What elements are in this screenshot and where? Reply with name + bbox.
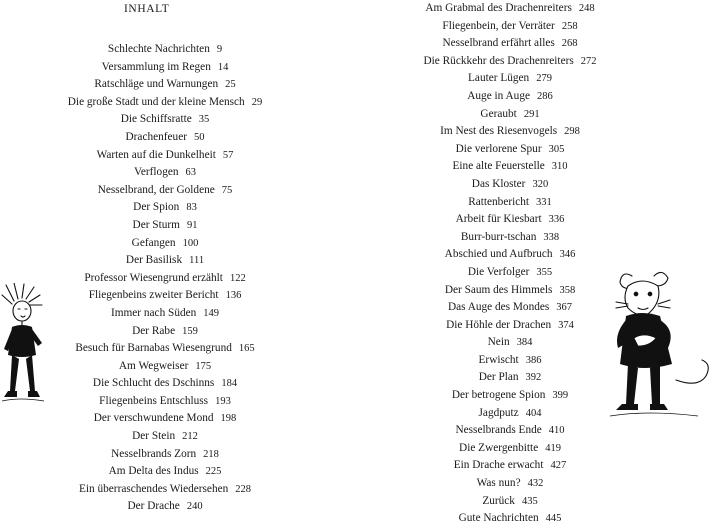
- toc-entry-title: Arbeit für Kiesbart: [455, 213, 542, 226]
- toc-entry-page-number: 432: [527, 478, 544, 490]
- toc-entry-page-number: 331: [536, 196, 552, 208]
- toc-entry-title: Burr-burr-tschan: [460, 230, 537, 243]
- toc-entry: [0, 76, 330, 94]
- toc-entry: [0, 199, 330, 217]
- toc-entry: [360, 35, 660, 53]
- toc-entry-title: Versammlung im Regen: [101, 60, 211, 73]
- toc-entry-page-number: 35: [198, 114, 210, 126]
- toc-entry-title: Gute Nachrichten: [458, 512, 539, 525]
- toc-entry-title: Der Saum des Himmels: [444, 283, 553, 296]
- toc-entry: [0, 59, 330, 77]
- toc-entry-title: Der verschwundene Mond: [93, 412, 214, 425]
- toc-entry: [360, 123, 660, 141]
- toc-entry-title: Erwischt: [478, 353, 519, 366]
- toc-entry-page-number: 268: [561, 38, 578, 50]
- toc-entry-page-number: 404: [525, 407, 542, 419]
- toc-entry-title: Der betrogene Spion: [451, 389, 546, 402]
- toc-entry: [0, 252, 330, 270]
- toc-entry-title: Professor Wiesengrund erzählt: [84, 271, 223, 284]
- toc-entry: [0, 182, 330, 200]
- toc-entry-page-number: 286: [537, 90, 553, 102]
- toc-entry-page-number: 149: [203, 307, 220, 319]
- toc-entry-page-number: 279: [536, 73, 552, 85]
- toc-entry-page-number: 386: [525, 354, 542, 366]
- toc-entry-page-number: 198: [220, 413, 237, 425]
- toc-entry-title: Die große Stadt und der kleine Mensch: [67, 95, 245, 108]
- contents-heading: INHALT: [124, 3, 170, 15]
- toc-entry-title: Auge in Auge: [467, 89, 530, 102]
- toc-entry-title: Im Nest des Riesenvogels: [440, 125, 558, 138]
- toc-entry-page-number: 25: [225, 79, 236, 91]
- toc-entry: [0, 217, 330, 235]
- toc-entry: [0, 111, 330, 129]
- toc-entry-title: Fliegenbein, der Verräter: [442, 19, 555, 32]
- toc-entry: [360, 422, 660, 440]
- toc-entry-title: Besuch für Barnabas Wiesengrund: [75, 342, 232, 355]
- toc-entry-page-number: 212: [182, 431, 198, 443]
- toc-entry-page-number: 419: [545, 442, 561, 454]
- toc-list-right: [360, 0, 660, 528]
- toc-entry: [360, 510, 660, 528]
- toc-entry: [0, 235, 330, 253]
- toc-entry-title: Jagdputz: [478, 406, 519, 419]
- toc-entry-page-number: 445: [545, 513, 562, 525]
- toc-entry-page-number: 410: [548, 425, 565, 437]
- toc-entry-page-number: 175: [195, 360, 212, 372]
- toc-entry-title: Nesselbrands Zorn: [111, 447, 197, 460]
- toc-entry: [0, 428, 330, 446]
- toc-entry-title: Immer nach Süden: [110, 306, 197, 319]
- toc-entry-page-number: 392: [525, 372, 542, 384]
- toc-entry-page-number: 136: [225, 290, 242, 302]
- toc-entry-page-number: 83: [186, 202, 197, 214]
- rat-in-coat-illustration: [598, 268, 716, 420]
- toc-entry-page-number: 310: [551, 161, 568, 173]
- toc-entry-title: Nesselbrand erfährt alles: [442, 37, 555, 50]
- toc-entry-page-number: 336: [548, 214, 565, 226]
- toc-entry-title: Gefangen: [131, 236, 176, 249]
- toc-entry-title: Eine alte Feuerstelle: [452, 160, 545, 173]
- toc-entry-title: Was nun?: [476, 477, 521, 490]
- toc-entry-page-number: 159: [182, 325, 198, 337]
- toc-entry-title: Drachenfeuer: [125, 130, 187, 143]
- toc-entry: [360, 211, 660, 229]
- toc-entry-page-number: 193: [215, 395, 231, 407]
- toc-entry-title: Fliegenbeins Entschluss: [99, 394, 209, 407]
- toc-entry-page-number: 29: [251, 96, 263, 108]
- toc-entry-page-number: 272: [580, 55, 597, 67]
- toc-entry-page-number: 63: [185, 167, 197, 179]
- toc-entry: [360, 229, 660, 247]
- toc-entry: [0, 481, 330, 499]
- toc-entry-title: Die Höhle der Drachen: [446, 318, 552, 331]
- toc-entry: [360, 141, 660, 159]
- toc-entry: [0, 164, 330, 182]
- toc-entry-title: Die Zwergenbitte: [459, 441, 539, 454]
- toc-entry-page-number: 367: [556, 302, 573, 314]
- toc-entry-title: Das Kloster: [471, 177, 526, 190]
- toc-entry-page-number: 399: [552, 390, 569, 402]
- toc-entry: [360, 440, 660, 458]
- toc-entry-page-number: 218: [203, 448, 219, 460]
- toc-entry-page-number: 338: [543, 231, 560, 243]
- toc-entry: [360, 18, 660, 36]
- toc-entry-page-number: 358: [559, 284, 576, 296]
- toc-entry-title: Warten auf die Dunkelheit: [96, 148, 216, 161]
- toc-entry-title: Ratschläge und Warnungen: [94, 78, 219, 91]
- toc-entry-title: Das Auge des Mondes: [447, 301, 550, 314]
- toc-entry-title: Die Schlucht des Dschinns: [92, 377, 215, 390]
- toc-entry-title: Der Drache: [127, 500, 180, 513]
- toc-entry-page-number: 355: [536, 266, 553, 278]
- toc-entry-title: Am Grabmal des Drachenreiters: [425, 2, 572, 14]
- boy-with-spiky-hair-illustration: [0, 283, 60, 423]
- toc-entry: [0, 446, 330, 464]
- toc-entry-page-number: 184: [221, 378, 238, 390]
- toc-entry: [360, 246, 660, 264]
- toc-entry-title: Ein überraschendes Wiedersehen: [78, 482, 229, 495]
- toc-entry-page-number: 320: [532, 178, 549, 190]
- toc-entry-page-number: 165: [238, 343, 255, 355]
- toc-list-left: [0, 41, 330, 516]
- toc-entry-page-number: 228: [235, 483, 252, 495]
- toc-entry: [0, 147, 330, 165]
- toc-entry-page-number: 258: [561, 20, 578, 32]
- toc-entry-page-number: 291: [523, 108, 540, 120]
- toc-entry-title: Schlechte Nachrichten: [107, 43, 210, 55]
- toc-entry-title: Fliegenbeins zweiter Bericht: [88, 289, 219, 302]
- toc-entry-page-number: 14: [217, 61, 229, 73]
- toc-entry-title: Geraubt: [480, 107, 517, 120]
- toc-entry-page-number: 9: [216, 44, 223, 55]
- toc-entry-title: Lauter Lügen: [468, 72, 530, 85]
- toc-entry-page-number: 75: [221, 184, 233, 196]
- toc-entry-title: Nein: [487, 336, 510, 349]
- toc-entry-page-number: 346: [559, 249, 576, 261]
- toc-entry: [360, 194, 660, 212]
- toc-entry: [360, 53, 660, 71]
- toc-entry: [360, 475, 660, 493]
- toc-entry-title: Der Spion: [133, 201, 180, 214]
- toc-entry-page-number: 384: [516, 337, 533, 349]
- toc-entry-title: Die Verfolger: [467, 265, 530, 278]
- toc-entry: [360, 176, 660, 194]
- toc-entry-title: Der Sturm: [132, 218, 180, 231]
- toc-entry-page-number: 248: [578, 3, 595, 14]
- toc-entry-title: Ein Drache erwacht: [453, 459, 544, 472]
- toc-entry-title: Abschied und Aufbruch: [444, 248, 553, 261]
- toc-entry-title: Rattenbericht: [468, 195, 530, 208]
- toc-entry: [0, 463, 330, 481]
- toc-entry-page-number: 122: [229, 272, 246, 284]
- toc-entry-title: Die Schiffsratte: [120, 113, 192, 126]
- toc-entry-page-number: 57: [222, 149, 234, 161]
- toc-entry-title: Am Wegweiser: [118, 359, 189, 372]
- toc-entry-title: Am Delta des Indus: [108, 465, 199, 478]
- toc-entry-page-number: 435: [521, 495, 538, 507]
- toc-entry-page-number: 50: [193, 131, 205, 143]
- toc-entry: [0, 94, 330, 112]
- toc-entry: [360, 0, 660, 18]
- toc-entry: [360, 88, 660, 106]
- toc-entry-title: Zurück: [482, 494, 515, 507]
- toc-entry-page-number: 298: [564, 126, 580, 138]
- toc-entry: [360, 106, 660, 124]
- toc-entry: [360, 70, 660, 88]
- toc-entry: [360, 457, 660, 475]
- toc-entry: [0, 129, 330, 147]
- toc-entry: [0, 498, 330, 516]
- toc-entry: [360, 493, 660, 511]
- toc-entry: [0, 41, 330, 59]
- toc-entry-title: Nesselbrands Ende: [455, 424, 542, 437]
- toc-entry-title: Der Plan: [478, 371, 519, 384]
- toc-entry-page-number: 374: [558, 319, 574, 331]
- toc-entry-title: Die verlorene Spur: [455, 142, 542, 155]
- toc-entry-title: Nesselbrand, der Goldene: [97, 183, 215, 196]
- toc-entry-page-number: 225: [205, 466, 222, 478]
- left-page: [0, 0, 350, 513]
- toc-entry: [360, 158, 660, 176]
- toc-entry-page-number: 240: [186, 501, 203, 513]
- toc-entry-page-number: 100: [182, 237, 199, 249]
- toc-entry-title: Der Stein: [132, 430, 176, 443]
- toc-entry-title: Der Basilisk: [125, 254, 183, 267]
- toc-entry-title: Die Rückkehr des Drachenreiters: [423, 54, 574, 67]
- toc-entry-page-number: 91: [186, 219, 198, 231]
- toc-entry-title: Verflogen: [133, 166, 179, 179]
- toc-entry-page-number: 427: [550, 460, 567, 472]
- toc-entry-page-number: 305: [548, 143, 565, 155]
- toc-entry-page-number: 111: [189, 255, 205, 267]
- toc-entry-title: Der Rabe: [132, 324, 176, 337]
